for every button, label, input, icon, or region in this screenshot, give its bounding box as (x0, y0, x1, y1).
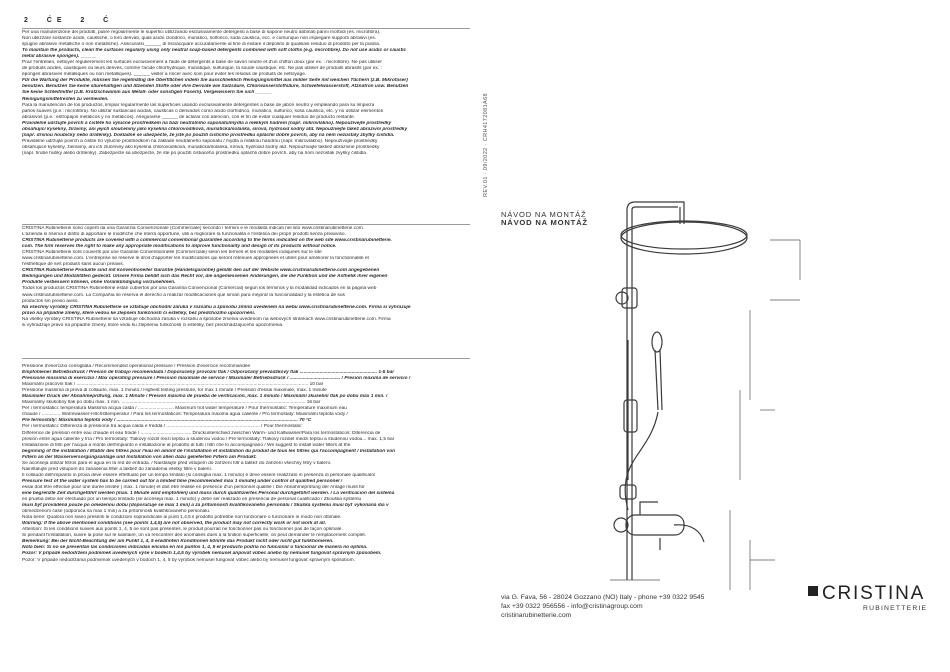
language-codes: 2 ĆE 2 Ć (24, 17, 114, 24)
pressure-line: Nainštalujte pred vstupom do zariadenia filter a taktiež do zariadenia všetky filtre v balení. (22, 466, 213, 472)
warranty-block (22, 226, 470, 329)
wall-bracket-top (622, 288, 637, 308)
pressure-line: Filtern an der Wasserversorgungsanlage und Installation von allen dazu gelieferten Filtern am Produkt. (22, 454, 257, 460)
pressure-line: Pressione massima di esercizio / Max operating pressure / Pression maximale de service / Maximaler Betriebsdruck / ...................................... / Presión máxima de servicio / (22, 376, 411, 382)
pressure-line: presión entre agua caliente y fría / Pro termostaty: Tlakový rozdíl mezi teplou a studenou vodou / Pre termostaty: Tlakový rozdiel medzi teplou a studenou vodou... max. 1,5 bar (22, 436, 395, 442)
warranty-line: com. The firm reserves the right to make any appropriate modifications to improve functionality and design of its products without notice. (22, 244, 337, 250)
cleaning-line: (např. drsnou houbičky nebo drátěnky). Dokladně se ubezpečte, že jste po použití čisticího prostředku opláchli dobře povrch, aby na něm nezůstaly zbytky čistidla. (22, 132, 395, 138)
cleaning-line: obsahujúce kyseliny, žieraviny, ani ich zlúčeniny ako kyselina chlorovodíková, muriatická/solanka, sírová, hydroxid sodný atď. Nepoužívajte taktiež abrazívne prostriedky (22, 144, 380, 150)
cleaning-line: spugne abrasive metalliche o non metalliche). Assicurarsi ______ di risciacquare accuratamente al fine di evitare il deposito di qualsiasi residuo di prodotto per la pulizia. (22, 42, 381, 48)
cleaning-line: To maintain the products, clean the surfaces regularly using only neutral soap-based detergents combined with soft cloths (e.g. microfibre). Do not use acidic or caustic (22, 48, 407, 54)
warranty-line: l'esthétique de ses produits sans aucun préavis. (22, 262, 124, 268)
warranty-line: productos sin previo aviso. (22, 298, 79, 304)
divider-pressure (22, 358, 470, 359)
pressure-line: musí být prováděná pouze po omezenou dobu (doporučuje se max 1 min) a za přítomnosti kvalifikovaného personálu / Skúška systému musí byť vykonaná iba v (22, 503, 389, 509)
shower-column-drawing (600, 180, 840, 600)
cleaning-line: Non utilizzare sostanze acide, caustiche, o loro derivati, quali acido cloridrico, muriatico, solforico, soda caustica, ecc. e comunque non impiegare supporti abrasivi (es. (22, 36, 377, 42)
warranty-line: CRISTINA Rubinetterie sono coperti da una Garanzia Convenzionale (Commerciale) secondo i termini e le modalità indicati nel sito www.cristinarubinetterie.com. (22, 226, 365, 231)
pressure-line: Maximálny skúšobný tlak po dobu max. 1 min. .......................................................................................................................................... 16 bar (22, 400, 321, 406)
brand-name: CRISTINA (822, 583, 926, 604)
pressure-line: Différence de pression entre eau chaude et eau froide / ...................................... Druckunterschied zwischen Warm- und Kaltwasser/Para los termostáticos: Diferencia de (22, 430, 381, 436)
pressure-line: Pressione d'esercizio consigliata / Recommended operational pressure / Pression d'exercice recommandée (22, 364, 251, 369)
cleaning-line: paños suaves (p.e.: microfibra). No utilizar sustancias ácidas, cáusticas o derivados como ácido clorhídrico, muriático, sulfúrico, sosa cáustica, etc. y no utilizar elementos (22, 108, 383, 114)
pressure-line: Per i termostatici: temperatura Massima acqua calda / ........................... Maximum hot water temperature / Pour thermostatic: Température maximum eau (22, 406, 347, 412)
pressure-line: beginning of the installation / Établir des filtres pour l'eau en amont de l'installation et installation du produit de tous les filtres qui l'accompagnent / Installation von (22, 448, 396, 454)
warranty-line: Todos los productos CRISTINA Rubinetterie están cubiertos por una Garantía Convencional (Comercial) según los términos y la modalidad indicados en la página web (22, 286, 377, 292)
brand-logo-mark (808, 586, 818, 596)
warranty-line: právo na případné změny, které vedou ke zlepšení funkčnosti či estetiky, bez předchozího upozornění. (22, 310, 256, 316)
pressure-line: Attention: Si les conditions suivies aux points 1, 4, 5 ne sont pas présentes, le produit pourrait ne fonctionner pas ou fonctionner pas de façon optimale. (22, 527, 343, 533)
pressure-line: Per i termostatici: Differenza di pressione tra acqua calda e fredda / ...................................................................... / Pour thermostatic: (22, 424, 303, 430)
pressure-line: essai doit être effectué pour une durée limitée ( max. 1 minute) et doit être réalisé en présence d'un personnel qualifié / Die Abnahmeprüfung der Anlage muss für (22, 484, 365, 490)
shower-arm (627, 202, 678, 210)
warranty-line: www.cristinarubinetterie.com. La Compañía se reserva el derecho a realizar modificaciones que sirvan para mejorar la funcionalidad y la estética de sus (22, 292, 345, 298)
pressure-line: Si pendant l'installation, suivre la pose sur le sanitaire, on va rencontrer des anomalies dues à la finition superficielle, on peut demander le remplacement complet. (22, 533, 367, 539)
pressure-line: Empfohlener Betriebsdruck / Presión de trabajo recomendada / Doporučený provozní tlak / Odporúčaný prevádzkový tlak .......................................................... 1-5 bar (22, 370, 395, 376)
cleaning-instructions-block (22, 30, 470, 157)
pressure-line: en prueba debe ser efectuado por un tiempo limitado (se aconseja max. 1 minuto) y debe ser realizado en presencia de personal cualificado / Zkouška systému (22, 497, 362, 503)
pressure-line: Installazione di filtri per l'acqua a monte dell'impianto e installazione al prodotto di tutti i filtri che lo accompagnano / We suggest to install water filters at the (22, 442, 351, 448)
brand-subtitle: RUBINETTERIE (863, 605, 928, 612)
cleaning-line: éponges abrasives métalliques ou non métalliques). ______ veiller à rincer avec soin pour éviter les résidus de produits de nettoyage. (22, 72, 307, 78)
pressure-line: Maximaler Druck der Abnahmeprüfung, max. 1 Minute / Presión máxima de prueba de verificación, max. 1 minuto / Maximální zkušební tlak po dobu max 1 min. / (22, 394, 388, 400)
cleaning-line: Pravidelné udržujte povrch a čistěte ho výlučně prostředkem na bázi neutrálního saponátu/mýdla a měkkým hadrem (např. mikrovlákno). Nepoužívejte prostředky (22, 120, 392, 126)
pressure-line: Warning: If the above mentioned conditions (see points 1,4,5) are not observed, the product may not correctly work or not work at all. (22, 521, 327, 527)
warranty-line: si vyhradzuje právo na prípadné zmeny, ktoré vedú ku zlepšeniu funkčnosti či estetiky, bez predchádzajúceho upozornenia. (22, 322, 284, 328)
pressure-line: Pressure test of the water system has to be carried out for a limited time (recommended max 1 minute) under control of qualified personnel / (22, 478, 343, 484)
warranty-line: Na všechny výrobky CRISTINA Rubinetterie se vztahuje obchodní záruka v rozsahu a způsobu zmínů uvedeném na webu www.cristinarubinetterie.com. Firma si vyhrazuje (22, 304, 411, 310)
cleaning-line: Pravidelne udržujte povrch a čistite ho výlučne prostriedkom na základe neutrálneho saponátu / mydla a mäkkou handrou (napr. mikrovlákno). Nepoužívajte prostriedky (22, 138, 378, 144)
cleaning-line: obsahující kyseliny, žíraviny, ani jejich sloučeniny jako kyselina chlorovodíková, muriatická/solanka, sírová, hydroxid sodný atd. Nepoužívejte takéž abrazivní prostředky (22, 126, 408, 132)
cleaning-line: Para la manutención de los productos, limpiar regularmente las superficies usando exclusivamente detergentes a base de jabón neutro y empleando para su limpieza (22, 102, 375, 108)
cleaning-line: abrasivos (p.e.: estropajos metálicos y no metálicos). Asegurarse ______ de aclarar con atención, con el fin de evitar cualquier residuo de producto restante. (22, 114, 356, 120)
pressure-line: obmedzenom čase (odporúča sa max 1 min) a za prítomnosti kvalifikovaného personálu. (22, 509, 211, 515)
cleaning-line: Pour l'entretien, nettoyer régulièrement les surfaces exclusivement à l'aide de détergents à base de savon neutre et d'un chiffon doux (par ex. : microfibre). Ne pas utiliser (22, 60, 382, 66)
cleaning-line: metal abrasive sponges). ______ (22, 54, 97, 60)
slider-holder (624, 400, 637, 432)
warranty-line: CRISTINA Rubinetterie Produkte sind mit konventioneller Garantie (Handelsgarantie) gemäß den auf der Website www.cristinarubinetterie.com angegebenen (22, 268, 380, 274)
warranty-line: www.cristinarubinetterie.com. L'entreprise se réserve le droit d'apporter les modifications qui seront retenues appropriées et utiles pour améliorer la fonctionnalité et (22, 256, 369, 262)
cleaning-line: (napr. hrubé hubky alebo drôtenky). Zabezpečte sa ubezpečte, že ste po použití čistiaceho prostriedku opláchli dobre povrch, aby na ňom nezostali zvyšky čistidla. (22, 150, 368, 156)
hose (625, 412, 658, 510)
pressure-line: chaude / .............. Warmwasser-Höchsttemperatur / Para los termostáticos: Temperatura máxima agua caliente / Pro termostaty: Maximální teplota vody / (22, 412, 348, 418)
cleaning-line: Für die Wartung der Produkte, müssen Sie regelmäßig die Oberflächen indem Sie ausschließlich Reinigungsmittel aus milder Seife mit weichen Tüchern (z.B. Mikrofaser) (22, 78, 408, 84)
cleaning-line: Sie keine Schleifmittel (z.B. Kratzschwamm aus Metall- oder sonstigen Fasern). Vergewissern Sie sich ______ (22, 90, 272, 96)
pressure-specs-block (22, 364, 470, 564)
pressure-line: Bemerkung: Bei der Nicht-Beachtung der am Punkt 1, 4, 5 erwähnten Konditionen könnte das Produkt nicht oder nicht gut funktionieren. (22, 539, 334, 545)
divider-top (22, 28, 470, 29)
hand-shower (655, 350, 658, 410)
warranty-line: Produkte verbessern können, ohne Vorankündigung vorzunehmen. (22, 280, 176, 286)
title-line-1: NÁVOD NA MONTÁŽ (501, 210, 587, 219)
warranty-line: CRISTINA Rubinetterie sont couverts par une Garantie Conventionnelle (Commerciale) selon les termes et les modalités indiquées sur le site (22, 250, 322, 256)
pressure-line: Pozor: V prípade nedodržania podmienok uvedených v bodoch 1, 4, 5 by výrobok nemusel fungovať vôbec alebo by nemusel fungovať správnym spôsobom. (22, 557, 355, 563)
pressure-line: Pozor: V případě nedodržení podmínek uvedených výše v bodech 1,4,5 by výrobek nemusel anpovat vůbec anebo by nemusel fungovat správným způsobem. (22, 551, 382, 557)
divider-warranty (22, 224, 470, 225)
warranty-line: L'azienda si riserva il diritto di apportare le modifiche che riterrà opportune, utili a migliorare la funzionalità e l'estetica dei propri prodotti senza preavviso. (22, 232, 346, 238)
cleaning-line: Per una manutenzione dei prodotti, pulire regolarmente le superfici utilizzando esclusivamente detergenti a base di sapone neutro abbinati panni morbidi (es. microfibra). (22, 30, 381, 35)
cleaning-line: de produits acides, caustiques ou leurs dérivés, comme l'acide chlorhydrique, muriatique, sulfurique, la soude caustique, etc. Ne pas utiliser de produits abrasifs (par ex. : (22, 66, 382, 72)
pressure-line: eine begrenzte Zeit durchgeführt werden (max. 1 Minute wird empfohlen) und muss durch qualifiziertes Personal durchgeführt werden. / La verificación del sistema (22, 490, 395, 496)
warranty-line: CRISTINA Rubinetterie products are covered with a commercial conventional guarantee according to the terms indicated on the web site www.cristinarubinetterie. (22, 238, 392, 244)
warranty-line: Na všetky výrobky CRISTINA Rubinetterie sa vzťahuje obchodná záruka v rozsahu a spôsobe zmenia uvedenom na webových stránkach www.cristinarubinetterie.com. Firma (22, 316, 391, 322)
document-code: REV.01 · 09/2022 · CRH4172081A68 (483, 92, 489, 197)
cleaning-line: Reinigungsmittelresten zu vermeiden. (22, 96, 109, 102)
title-line-2: NÁVOD NA MONTÁŽ (501, 218, 588, 227)
pressure-line: Pre termostaty: Maximálna teplota vody / ........................................................................................................................................ 70 °C (22, 418, 312, 424)
pressure-line: Maximální pracovní tlak / .............................................................................................................................................................................. 10 bar (22, 382, 324, 388)
contact-address: via G. Fava, 56 - 28024 Gozzano (NO) Italy - phone +39 0322 9545 (501, 594, 705, 601)
pressure-line: Pressione massima di prova di collaudo, max. 1 minuto / Highest testing pressure, for max 1 minute / Pression d'essai maximale, max. 1 minute (22, 388, 327, 394)
pressure-line: Nota bene: Qualora non siano presenti le condizioni sopraindicate ai punti 1,4,5 il prodotto potrebbe non funzionare o funzionare in modo non ottimale. (22, 515, 342, 521)
pressure-line: Se aconseja utilizar filtros para el agua en la red de entrada. / Naistalujte před vstupem do zařízení filtr a taktéž do zařízení všechny filtry v balení. (22, 460, 332, 466)
contact-website: cristinarubinetterie.com (501, 612, 572, 619)
cleaning-line: benutzen. Benutzen Sie keine säurehaltigen und ätzenden Stoffe oder ihre Derivate wie Salzsäure, Chlorwasserstoffsäure, Schwefelwasserstoff, Ätznatron usw. Benutzen (22, 84, 409, 90)
pressure-line: Il collaudo dell'impianto in prova deve essere effettuato per un tempo limitato (si consiglia max. 1 minuto) e deve essere realizzato in presenza di personale qualificato/ (22, 472, 376, 478)
contact-fax-email: fax +39 0322 956556 - info@cristinagroup.com (501, 603, 643, 610)
warranty-line: Bedingungen und Modalitäten gedeckt. Unsere Firma behält sich das Recht vor, die angemessenen Änderungen, die die Funktion und die Ästhetik ihrer eigenen (22, 274, 388, 280)
pressure-line: Nota bien: Si no se presentan las condiciones indicadas encima en los puntos 1, 4, 5 el producto podría no funcionar o funcionar de manera no óptima. (22, 545, 368, 551)
